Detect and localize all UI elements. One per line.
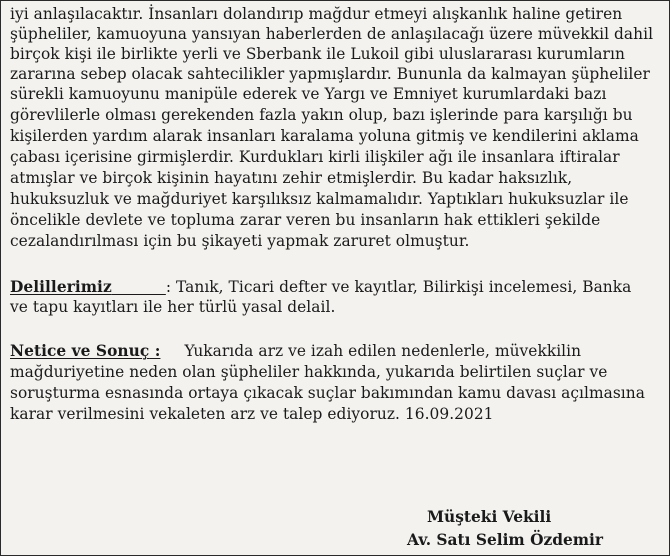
body-line: kişilerden yardım alarak insanları karalama yoluna gitmiş ve kendilerini aklama — [10, 127, 639, 145]
body-line: hukuksuzluk ve mağduriyet karşılıksız kalmamalıdır. Yaptıkları hukuksuzlar ile — [10, 190, 629, 208]
body-line: görevlilerle olması gerekenden fazla yakın olup, bazı işlerinde para karşılığı bu — [10, 106, 633, 124]
body-line: şüpheliler, kamuoyuna yansıyan haberlerden de anlaşılacağı üzere müvekkil dahil — [10, 25, 654, 43]
evidence-heading-text: Delillerimiz — [10, 278, 112, 296]
signature-title: Müşteki Vekili — [427, 508, 552, 526]
conclusion-heading — [10, 342, 160, 360]
signature-name: Av. Satı Selim Özdemir — [407, 531, 604, 549]
evidence-heading — [10, 278, 166, 296]
conclusion-line: mağduriyetine neden olan şüpheliler hakkında, yukarıda belirtilen suçlar ve — [10, 363, 608, 381]
evidence-text: : Tanık, Ticari defter ve kayıtlar, Bilirkişi incelemesi, Banka — [165, 278, 632, 296]
body-line: atmışlar ve birçok kişinin hayatını zehir etmişlerdir. Bu kadar haksızlık, — [10, 169, 573, 187]
body-line: birçok kişi ile birlikte yerli ve Sberbank ile Lukoil gibi uluslararası kurumların — [10, 45, 625, 63]
conclusion-line-1 — [10, 342, 581, 360]
body-line: öncelikle devlete ve topluma zarar veren bu insanların hak ettikleri şekilde — [10, 211, 601, 229]
body-line: çabası içerisine girmişlerdir. Kurdukları kirli ilişkiler ağı ile insanlara iftiralar — [10, 148, 620, 166]
body-line: iyi anlaşılacaktır. İnsanları dolandırıp mağdur etmeyi alışkanlık haline getiren — [10, 5, 623, 23]
conclusion-text: Yukarıda arz ve izah edilen nedenlerle, müvekkilin — [184, 342, 582, 360]
conclusion-heading-text: Netice ve Sonuç — [10, 342, 150, 360]
body-line: zararına sebep olacak sahtecilikler yapmışlardır. Bununla da kalmayan şüpheliler — [10, 65, 650, 83]
evidence-line-2: ve tapu kayıtları ile her türlü yasal delail. — [10, 298, 336, 316]
body-line: cezalandırılması için bu şikayeti yapmak zaruret olmuştur. — [10, 232, 470, 250]
conclusion-heading-colon: : — [149, 342, 161, 360]
body-line: sürekli kamuoyunu manipüle ederek ve Yargı ve Emniyet kurumlardaki bazı — [10, 85, 607, 103]
conclusion-line: soruşturma esnasında ortaya çıkacak suçlar bakımından kamu davası açılmasına — [10, 384, 645, 402]
evidence-line-1 — [10, 278, 631, 296]
evidence-heading-underline — [112, 278, 166, 296]
conclusion-line: karar verilmesini vekaleten arz ve talep ediyoruz. 16.09.2021 — [10, 405, 494, 423]
